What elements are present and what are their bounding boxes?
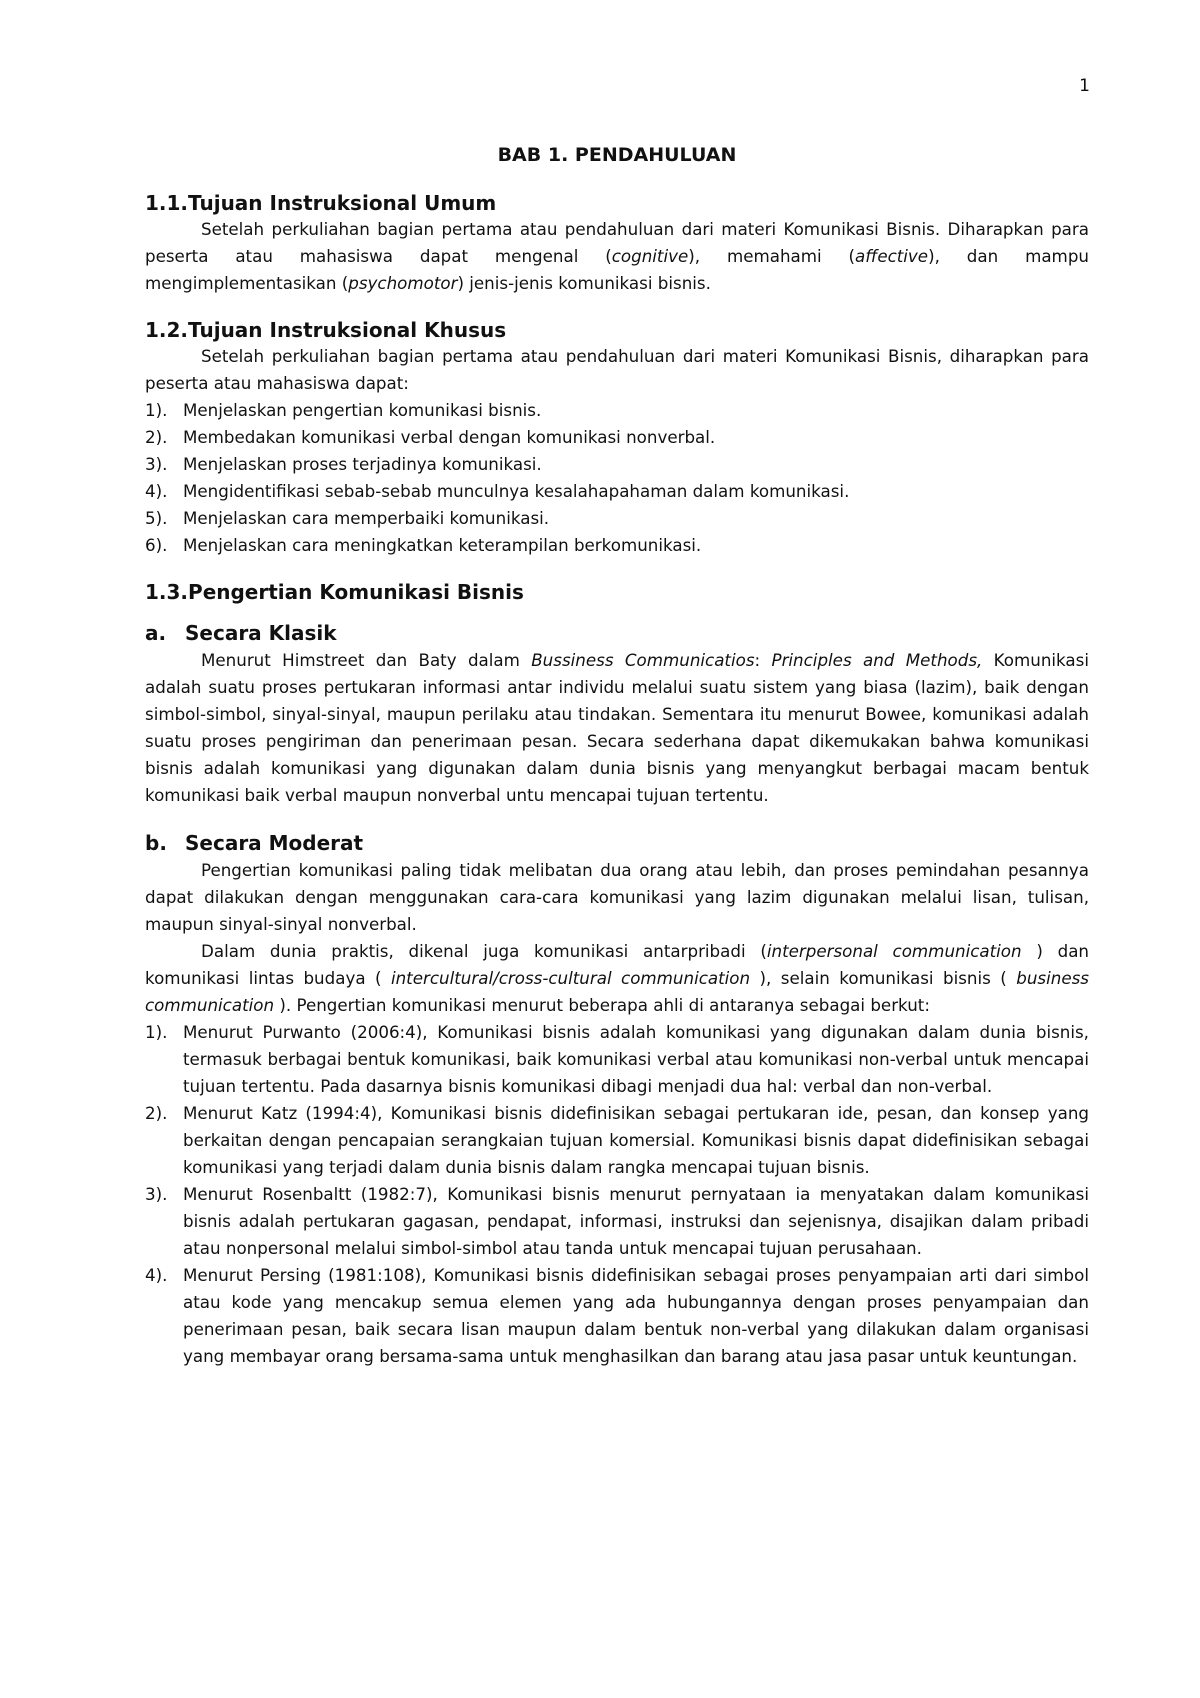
italic-term: Bussiness Communicatios <box>531 650 755 670</box>
section-heading-1-1 <box>145 190 1089 216</box>
list-item <box>145 1019 1089 1100</box>
section-title: Tujuan Instruksional Umum <box>188 191 497 215</box>
expert-definitions-list <box>145 1019 1089 1370</box>
list-number: 4). <box>145 481 168 501</box>
italic-term: Principles and Methods, <box>771 650 983 670</box>
text-run: ), dan mampu mengimplementasikan ( <box>145 246 1089 293</box>
text-run: ) dan komunikasi lintas budaya ( <box>145 941 1089 988</box>
list-number: 2). <box>145 427 168 447</box>
italic-term: intercultural/cross-cultural communication <box>390 968 751 988</box>
chapter-title: BAB 1. PENDAHULUAN <box>497 144 737 166</box>
list-item <box>145 478 1089 505</box>
text-run: ), memahami ( <box>688 246 856 266</box>
list-text: Mengidentifikasi sebab-sebab munculnya kesalahapahaman dalam komunikasi. <box>183 481 850 501</box>
text-run: : <box>754 650 772 670</box>
list-item <box>145 1181 1089 1262</box>
page-number: 1 <box>1079 76 1090 96</box>
paragraph-moderat-1: Pengertian komunikasi paling tidak melibatan dua orang atau lebih, dan proses pemindahan pesannya dapat dilakukan dengan menggunakan cara-cara komunikasi yang lazim digunakan melalui lisan, tulisan, maupun sinyal-sinyal nonverbal. <box>145 860 1089 934</box>
list-text: Menurut Purwanto (2006:4), Komunikasi bisnis adalah komunikasi yang digunakan dalam dunia bisnis, termasuk berbagai bentuk komunikasi, baik komunikasi verbal atau komunikasi non-verbal untuk mencapai tujuan tertentu. Pada dasarnya bisnis komunikasi dibagi menjadi dua hal: verbal dan non-verbal. <box>183 1022 1089 1096</box>
list-text: Menjelaskan proses terjadinya komunikasi. <box>183 454 542 474</box>
list-item <box>145 505 1089 532</box>
section-title: Pengertian Komunikasi Bisnis <box>188 580 524 604</box>
list-text: Menjelaskan cara memperbaiki komunikasi. <box>183 508 550 528</box>
subheading-secara-moderat <box>145 829 1089 857</box>
italic-term: affective <box>855 246 929 266</box>
text-run: ), selain komunikasi bisnis ( <box>750 968 1017 988</box>
section-title: Tujuan Instruksional Khusus <box>188 318 507 342</box>
sub-letter: a. <box>145 621 167 645</box>
list-text: Menurut Rosenbaltt (1982:7), Komunikasi bisnis menurut pernyataan ia menyatakan dalam komunikasi bisnis adalah pertukaran gagasan, pendapat, informasi, instruksi dan sejenisnya, disajikan dalam pribadi atau nonpersonal melalui simbol-simbol atau tanda untuk mencapai tujuan perusahaan. <box>183 1184 1089 1258</box>
list-text: Menurut Katz (1994:4), Komunikasi bisnis didefinisikan sebagai pertukaran ide, pesan, dan konsep yang berkaitan dengan pencapaian serangkaian tujuan komersial. Komunikasi bisnis dapat didefinisikan sebagai komunikasi yang terjadi dalam dunia bisnis dalam rangka mencapai tujuan bisnis. <box>183 1103 1089 1177</box>
list-item <box>145 532 1089 559</box>
section-number: 1.2. <box>145 318 189 342</box>
section-heading-1-2 <box>145 317 1089 343</box>
text-run: Dalam dunia praktis, dikenal juga komunikasi antarpribadi ( <box>201 941 767 961</box>
list-number: 4). <box>145 1265 168 1285</box>
section-heading-1-3 <box>145 579 1089 605</box>
sub-title: Secara Klasik <box>185 621 337 645</box>
list-item <box>145 397 1089 424</box>
text-run: Setelah perkuliahan bagian pertama atau pendahuluan dari materi Komunikasi Bisnis. Diharapkan para peserta atau mahasiswa dapat mengenal ( <box>145 219 1089 266</box>
text-run: ). Pengertian komunikasi menurut beberapa ahli di antaranya sebagai berkut: <box>274 995 930 1015</box>
text-run: Komunikasi adalah suatu proses pertukaran informasi antar individu melalui suatu sistem yang biasa (lazim), baik dengan simbol-simbol, sinyal-sinyal, maupun perilaku atau tindakan. Sementara itu menurut Bowee, komunikasi adalah suatu proses pengiriman dan penerimaan pesan. Secara sederhana dapat dikemukakan bahwa komunikasi bisnis adalah komunikasi yang digunakan dalam dunia bisnis yang menyangkut berbagai macam bentuk komunikasi baik verbal maupun nonverbal untu mencapai tujuan tertentu. <box>145 650 1089 805</box>
list-item <box>145 1262 1089 1370</box>
list-item <box>145 1100 1089 1181</box>
paragraph-tujuan-umum <box>145 216 1089 297</box>
paragraph-tujuan-khusus: Setelah perkuliahan bagian pertama atau pendahuluan dari materi Komunikasi Bisnis, diharapkan para peserta atau mahasiswa dapat: <box>145 346 1089 393</box>
section-number: 1.3. <box>145 580 189 604</box>
italic-term: cognitive <box>611 246 689 266</box>
list-number: 3). <box>145 1184 168 1204</box>
text-run: ) jenis-jenis komunikasi bisnis. <box>457 273 711 293</box>
list-number: 3). <box>145 454 168 474</box>
italic-term: interpersonal communication <box>766 941 1022 961</box>
sub-letter: b. <box>145 831 167 855</box>
list-item <box>145 451 1089 478</box>
text-run: Menurut Himstreet dan Baty dalam <box>201 650 532 670</box>
list-number: 2). <box>145 1103 168 1123</box>
list-item <box>145 424 1089 451</box>
section-number: 1.1. <box>145 191 189 215</box>
list-text: Menjelaskan cara meningkatkan keterampilan berkomunikasi. <box>183 535 702 555</box>
list-number: 1). <box>145 400 168 420</box>
paragraph-moderat-2 <box>145 938 1089 1019</box>
sub-title: Secara Moderat <box>185 831 364 855</box>
document-body <box>145 144 1089 1370</box>
list-number: 1). <box>145 1022 168 1042</box>
list-number: 6). <box>145 535 168 555</box>
list-text: Menurut Persing (1981:108), Komunikasi bisnis didefinisikan sebagai proses penyampaian arti dari simbol atau kode yang mencakup semua elemen yang ada hubungannya dengan proses penyampaian dan penerimaan pesan, baik secara lisan maupun dalam bentuk non-verbal yang dilakukan dalam organisasi yang membayar orang bersama-sama untuk menghasilkan dan barang atau jasa pasar untuk keuntungan. <box>183 1265 1089 1366</box>
italic-term: business communication <box>145 968 1089 1015</box>
subheading-secara-klasik <box>145 619 1089 647</box>
list-number: 5). <box>145 508 168 528</box>
italic-term: psychomotor <box>348 273 458 293</box>
list-text: Menjelaskan pengertian komunikasi bisnis. <box>183 400 542 420</box>
list-text: Membedakan komunikasi verbal dengan komunikasi nonverbal. <box>183 427 716 447</box>
paragraph-klasik <box>145 647 1089 809</box>
objectives-list <box>145 397 1089 559</box>
